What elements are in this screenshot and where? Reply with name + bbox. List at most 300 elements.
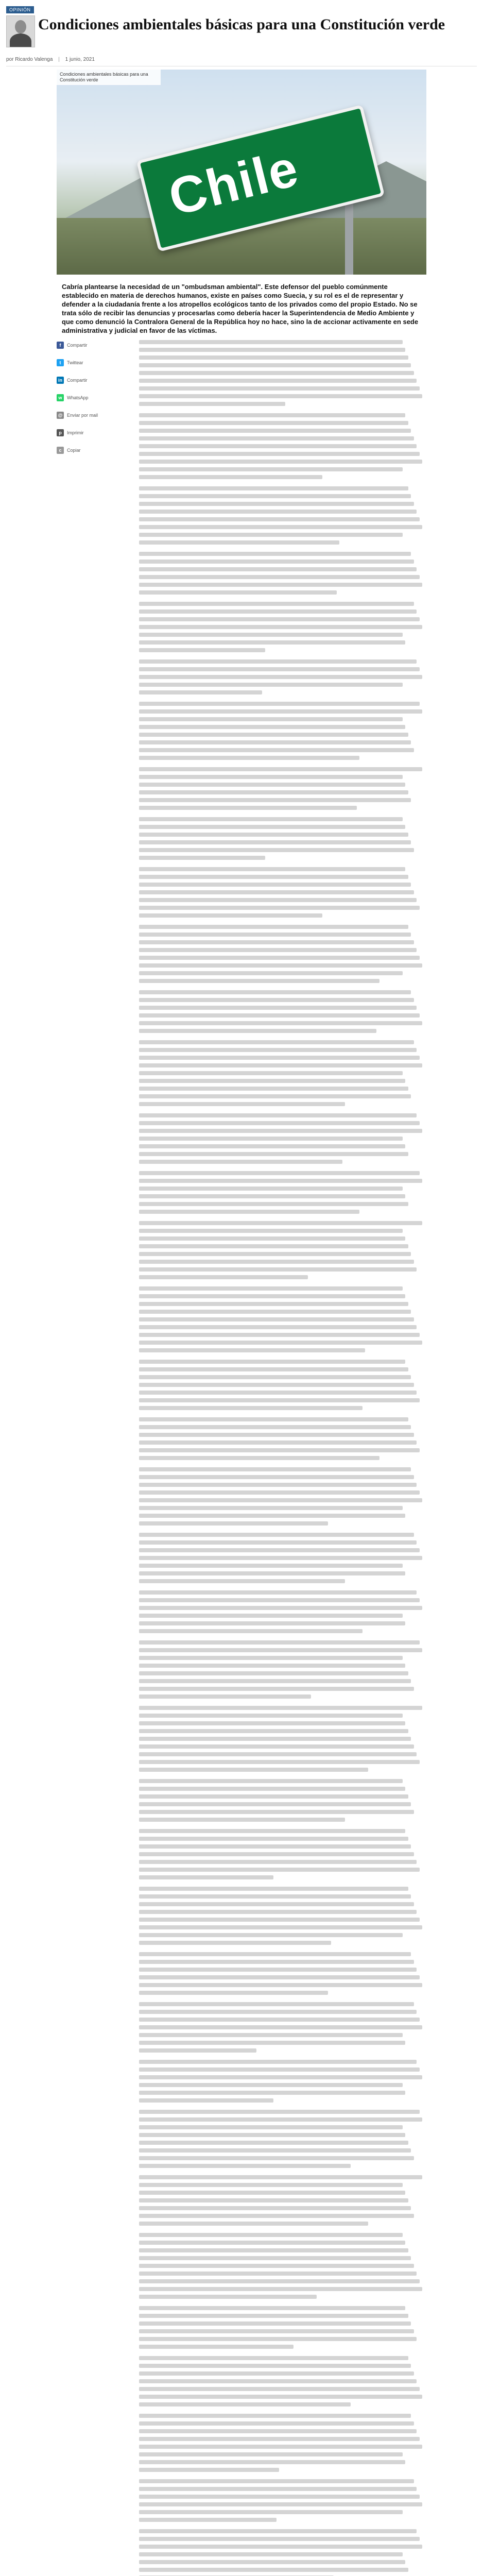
text-line-placeholder — [139, 2272, 417, 2276]
text-line-placeholder — [139, 2445, 422, 2449]
text-line-placeholder — [139, 363, 411, 367]
text-line-placeholder — [139, 890, 414, 894]
text-line-placeholder — [139, 2041, 405, 2045]
text-line-placeholder — [139, 848, 414, 852]
body-paragraph — [139, 1533, 425, 1583]
body-paragraph — [139, 2110, 425, 2168]
body-paragraph — [139, 1590, 425, 1633]
text-line-placeholder — [139, 413, 405, 417]
byline — [6, 57, 95, 62]
text-line-placeholder — [139, 2371, 414, 2376]
section-tag[interactable]: OPINIÓN — [6, 6, 34, 13]
text-line-placeholder — [139, 567, 417, 571]
text-line-placeholder — [139, 533, 403, 537]
text-line-placeholder — [139, 2510, 403, 2514]
text-line-placeholder — [139, 1744, 414, 1749]
text-line-placeholder — [139, 2141, 408, 2145]
text-line-placeholder — [139, 2117, 422, 2122]
text-line-placeholder — [139, 1275, 308, 1279]
body-paragraph — [139, 702, 425, 760]
text-line-placeholder — [139, 2321, 411, 2326]
text-line-placeholder — [139, 1737, 411, 1741]
text-line-placeholder — [139, 2568, 408, 2572]
text-line-placeholder — [139, 2164, 351, 2168]
text-line-placeholder — [139, 1540, 417, 1545]
body-paragraph — [139, 867, 425, 918]
text-line-placeholder — [139, 1875, 273, 1879]
text-line-placeholder — [139, 2545, 422, 2549]
text-line-placeholder — [139, 1975, 420, 1979]
body-paragraph — [139, 1640, 425, 1699]
body-paragraph — [139, 413, 425, 479]
text-line-placeholder — [139, 1810, 414, 1814]
text-line-placeholder — [139, 1267, 417, 1272]
text-line-placeholder — [139, 1918, 420, 1922]
text-line-placeholder — [139, 1852, 414, 1856]
text-line-placeholder — [139, 2279, 420, 2283]
body-paragraph — [139, 2414, 425, 2472]
text-line-placeholder — [139, 1325, 417, 1329]
text-line-placeholder — [139, 1367, 408, 1371]
body-paragraph — [139, 1171, 425, 1214]
body-paragraph — [139, 1113, 425, 1164]
text-line-placeholder — [139, 590, 337, 595]
text-line-placeholder — [139, 990, 411, 994]
text-line-placeholder — [139, 1425, 411, 1429]
text-line-placeholder — [139, 2314, 408, 2318]
text-line-placeholder — [139, 2421, 414, 2426]
text-line-placeholder — [139, 1440, 417, 1445]
text-line-placeholder — [139, 1802, 411, 1806]
text-line-placeholder — [139, 733, 408, 737]
text-line-placeholder — [139, 933, 411, 937]
text-line-placeholder — [139, 2479, 414, 2483]
text-line-placeholder — [139, 1087, 408, 1091]
text-line-placeholder — [139, 790, 408, 794]
text-line-placeholder — [139, 517, 420, 521]
text-line-placeholder — [139, 2387, 420, 2391]
text-line-placeholder — [139, 1629, 363, 1633]
body-paragraph — [139, 340, 425, 406]
text-line-placeholder — [139, 452, 420, 456]
text-line-placeholder — [139, 940, 414, 944]
text-line-placeholder — [139, 379, 417, 383]
text-line-placeholder — [139, 2033, 403, 2037]
text-line-placeholder — [139, 1360, 405, 1364]
text-line-placeholder — [139, 1910, 417, 1914]
text-line-placeholder — [139, 386, 420, 391]
text-line-placeholder — [139, 875, 408, 879]
text-line-placeholder — [139, 1752, 417, 1756]
text-line-placeholder — [139, 2537, 420, 2541]
text-line-placeholder — [139, 429, 411, 433]
text-line-placeholder — [139, 2191, 405, 2195]
text-line-placeholder — [139, 552, 411, 556]
text-line-placeholder — [139, 340, 403, 344]
text-line-placeholder — [139, 856, 265, 860]
text-line-placeholder — [139, 1210, 359, 1214]
text-line-placeholder — [139, 394, 422, 398]
body-paragraph — [139, 925, 425, 983]
body-paragraph — [139, 602, 425, 652]
body-paragraph — [139, 817, 425, 860]
text-line-placeholder — [139, 2264, 414, 2268]
text-line-placeholder — [139, 1286, 403, 1291]
text-line-placeholder — [139, 1129, 422, 1133]
text-line-placeholder — [139, 2010, 417, 2014]
text-line-placeholder — [139, 659, 417, 664]
body-paragraph — [139, 1417, 425, 1460]
text-line-placeholder — [139, 1102, 345, 1106]
text-line-placeholder — [139, 1941, 331, 1945]
text-line-placeholder — [139, 2156, 414, 2160]
text-line-placeholder — [139, 355, 408, 360]
article-title: Condiciones ambientales básicas para una Constitución verde — [38, 16, 445, 33]
text-line-placeholder — [139, 1656, 403, 1660]
text-line-placeholder — [139, 925, 408, 929]
text-line-placeholder — [139, 2198, 408, 2202]
text-line-placeholder — [139, 1475, 414, 1479]
text-line-placeholder — [139, 2233, 403, 2237]
text-line-placeholder — [139, 2552, 403, 2556]
text-line-placeholder — [139, 1294, 405, 1298]
text-line-placeholder — [139, 609, 417, 614]
byline-separator: | — [58, 57, 60, 62]
text-line-placeholder — [139, 467, 403, 471]
text-line-placeholder — [139, 2529, 417, 2533]
text-line-placeholder — [139, 1448, 420, 1452]
body-paragraph — [139, 1040, 425, 1106]
byline-date: 1 junio, 2021 — [65, 57, 95, 62]
text-line-placeholder — [139, 371, 414, 375]
author-photo-body — [10, 33, 31, 47]
text-line-placeholder — [139, 2222, 368, 2226]
text-line-placeholder — [139, 540, 339, 545]
text-line-placeholder — [139, 602, 414, 606]
text-line-placeholder — [139, 575, 420, 579]
text-line-placeholder — [139, 2002, 414, 2006]
body-paragraph — [139, 1706, 425, 1772]
text-line-placeholder — [139, 583, 422, 587]
text-line-placeholder — [139, 1229, 403, 1233]
text-line-placeholder — [139, 1348, 365, 1352]
text-line-placeholder — [139, 1671, 408, 1675]
text-line-placeholder — [139, 1614, 403, 1618]
text-line-placeholder — [139, 1514, 405, 1518]
text-line-placeholder — [139, 1579, 345, 1583]
share-print-button[interactable] — [57, 428, 103, 438]
text-line-placeholder — [139, 2125, 403, 2129]
text-line-placeholder — [139, 683, 403, 687]
text-line-placeholder — [139, 2241, 405, 2245]
text-line-placeholder — [139, 648, 265, 652]
text-line-placeholder — [139, 1760, 420, 1764]
article-lede: Cabría plantearse la necesidad de un "ombudsman ambiental". Este defensor del pueblo comúnmente establecido en materia de derechos humanos, existe en países como Suecia, y su rol es el de representar y defender a la ciudadanía frente a los atropellos ecológicos tanto de los privados como del propio Estado. No se trata sólo de recibir las denuncias y procesarlas como debería hacer la Superintendencia de Medio Ambiente y que como denunció la Contralora General de la República hoy no hace, sino la de accionar activamente en sede administrativa y judicial en favor de las víctimas. — [62, 283, 419, 334]
text-line-placeholder — [139, 1260, 414, 1264]
text-line-placeholder — [139, 1006, 417, 1010]
text-line-placeholder — [139, 1048, 417, 1052]
top-bar — [0, 0, 483, 5]
text-line-placeholder — [139, 1310, 411, 1314]
body-paragraph — [139, 2060, 425, 2103]
text-line-placeholder — [139, 956, 420, 960]
text-line-placeholder — [139, 1144, 405, 1148]
text-line-placeholder — [139, 2018, 420, 2022]
text-line-placeholder — [139, 2460, 405, 2464]
text-line-placeholder — [139, 1729, 408, 1733]
text-line-placeholder — [139, 840, 411, 844]
text-line-placeholder — [139, 1490, 420, 1495]
text-line-placeholder — [139, 402, 285, 406]
text-line-placeholder — [139, 1021, 422, 1025]
text-line-placeholder — [139, 633, 403, 637]
body-paragraph — [139, 2233, 425, 2299]
text-line-placeholder — [139, 2395, 422, 2399]
text-line-placeholder — [139, 2248, 408, 2252]
text-line-placeholder — [139, 1171, 420, 1175]
text-line-placeholder — [139, 1013, 420, 1018]
share-whatsapp-button[interactable] — [57, 393, 103, 403]
share-label: Enviar por mail — [67, 413, 98, 418]
text-line-placeholder — [139, 2148, 411, 2153]
text-line-placeholder — [139, 2345, 294, 2349]
text-line-placeholder — [139, 421, 408, 425]
text-line-placeholder — [139, 748, 414, 752]
text-line-placeholder — [139, 2075, 422, 2079]
text-line-placeholder — [139, 725, 405, 729]
text-line-placeholder — [139, 675, 422, 679]
text-line-placeholder — [139, 1152, 408, 1156]
text-line-placeholder — [139, 1467, 411, 1471]
text-line-placeholder — [139, 2437, 420, 2441]
text-line-placeholder — [139, 2356, 408, 2360]
text-line-placeholder — [139, 2468, 279, 2472]
text-line-placeholder — [139, 617, 420, 621]
text-line-placeholder — [139, 2337, 417, 2341]
text-line-placeholder — [139, 1925, 422, 1929]
text-line-placeholder — [139, 1302, 408, 1306]
text-line-placeholder — [139, 1221, 422, 1225]
whatsapp-icon: w — [57, 394, 64, 401]
text-line-placeholder — [139, 1236, 405, 1241]
text-line-placeholder — [139, 1648, 422, 1652]
text-line-placeholder — [139, 1794, 408, 1799]
text-line-placeholder — [139, 717, 403, 721]
hero-sign-text: Chile — [163, 139, 304, 227]
text-line-placeholder — [139, 971, 403, 975]
author-photo — [6, 15, 35, 47]
body-paragraph — [139, 2356, 425, 2406]
text-line-placeholder — [139, 1860, 417, 1864]
text-line-placeholder — [139, 740, 411, 744]
text-line-placeholder — [139, 1844, 411, 1849]
text-line-placeholder — [139, 1952, 411, 1956]
text-line-placeholder — [139, 998, 414, 1002]
text-line-placeholder — [139, 640, 405, 645]
text-line-placeholder — [139, 1433, 414, 1437]
text-line-placeholder — [139, 1894, 411, 1899]
text-line-placeholder — [139, 979, 380, 983]
text-line-placeholder — [139, 1606, 422, 1610]
text-line-placeholder — [139, 2067, 420, 2072]
body-paragraph — [139, 1952, 425, 1995]
hero-caption: Condiciones ambientales básicas para una Constitución verde — [57, 70, 161, 85]
text-line-placeholder — [139, 963, 422, 968]
body-paragraph — [139, 1467, 425, 1526]
body-paragraph — [139, 767, 425, 810]
share-sidebar — [57, 340, 103, 463]
author-photo-head — [15, 20, 26, 33]
text-line-placeholder — [139, 1187, 403, 1191]
email-icon: @ — [57, 412, 64, 419]
text-line-placeholder — [139, 1779, 403, 1783]
share-linkedin-button[interactable] — [57, 375, 103, 385]
facebook-icon: f — [57, 342, 64, 349]
text-line-placeholder — [139, 767, 422, 771]
body-paragraph — [139, 1286, 425, 1352]
text-line-placeholder — [139, 1564, 403, 1568]
text-line-placeholder — [139, 2306, 405, 2310]
body-paragraph — [139, 990, 425, 1033]
text-line-placeholder — [139, 2452, 403, 2456]
body-paragraph — [139, 2479, 425, 2522]
text-line-placeholder — [139, 1341, 422, 1345]
text-line-placeholder — [139, 2083, 403, 2087]
text-line-placeholder — [139, 883, 411, 887]
body-paragraph — [139, 2529, 425, 2576]
text-line-placeholder — [139, 806, 357, 810]
text-line-placeholder — [139, 1960, 414, 1964]
text-line-placeholder — [139, 1398, 420, 1402]
text-line-placeholder — [139, 1252, 411, 1256]
text-line-placeholder — [139, 1417, 408, 1421]
share-label: Twittear — [67, 360, 83, 365]
text-line-placeholder — [139, 1194, 405, 1198]
text-line-placeholder — [139, 1040, 414, 1044]
text-line-placeholder — [139, 913, 322, 918]
text-line-placeholder — [139, 1590, 417, 1595]
text-line-placeholder — [139, 1721, 405, 1725]
text-line-placeholder — [139, 1706, 422, 1710]
text-line-placeholder — [139, 1071, 403, 1075]
body-paragraph — [139, 2002, 425, 2053]
body-paragraph — [139, 659, 425, 694]
text-line-placeholder — [139, 1202, 408, 1206]
text-line-placeholder — [139, 1640, 420, 1645]
text-line-placeholder — [139, 867, 405, 871]
body-paragraph — [139, 486, 425, 545]
text-line-placeholder — [139, 1113, 417, 1117]
text-line-placeholder — [139, 2329, 414, 2333]
text-line-placeholder — [139, 2379, 417, 2383]
text-line-placeholder — [139, 1079, 405, 1083]
hero-image — [57, 70, 426, 275]
share-label: WhatsApp — [67, 395, 89, 400]
text-line-placeholder — [139, 1521, 328, 1526]
share-label: Copiar — [67, 448, 81, 453]
text-line-placeholder — [139, 1317, 414, 1321]
text-line-placeholder — [139, 1056, 420, 1060]
text-line-placeholder — [139, 1714, 403, 1718]
text-line-placeholder — [139, 1598, 420, 1602]
text-line-placeholder — [139, 2256, 411, 2260]
text-line-placeholder — [139, 2025, 422, 2029]
text-line-placeholder — [139, 2091, 405, 2095]
text-line-placeholder — [139, 1094, 411, 1098]
text-line-placeholder — [139, 1375, 411, 1379]
text-line-placeholder — [139, 502, 414, 506]
text-line-placeholder — [139, 1506, 403, 1510]
text-line-placeholder — [139, 1933, 403, 1937]
body-paragraph — [139, 1887, 425, 1945]
text-line-placeholder — [139, 510, 417, 514]
share-copy-button[interactable] — [57, 445, 103, 455]
text-line-placeholder — [139, 825, 405, 829]
text-line-placeholder — [139, 1121, 420, 1125]
text-line-placeholder — [139, 1498, 422, 1502]
text-line-placeholder — [139, 348, 405, 352]
text-line-placeholder — [139, 2183, 403, 2187]
share-label: Compartir — [67, 343, 88, 348]
copy-icon: c — [57, 447, 64, 454]
body-paragraph — [139, 2175, 425, 2226]
body-paragraph — [139, 1221, 425, 1279]
linkedin-icon: in — [57, 377, 64, 384]
text-line-placeholder — [139, 833, 408, 837]
hero-sign-post — [345, 198, 353, 275]
text-line-placeholder — [139, 1456, 380, 1460]
text-line-placeholder — [139, 2495, 420, 2499]
text-line-placeholder — [139, 702, 420, 706]
text-line-placeholder — [139, 2175, 422, 2179]
text-line-placeholder — [139, 1383, 414, 1387]
share-email-button[interactable] — [57, 410, 103, 420]
text-line-placeholder — [139, 709, 422, 714]
print-icon: p — [57, 429, 64, 436]
text-line-placeholder — [139, 436, 414, 440]
text-line-placeholder — [139, 1063, 422, 1067]
text-line-placeholder — [139, 2502, 422, 2506]
text-line-placeholder — [139, 1244, 408, 1248]
text-line-placeholder — [139, 2414, 411, 2418]
text-line-placeholder — [139, 2098, 273, 2103]
text-line-placeholder — [139, 775, 403, 779]
text-line-placeholder — [139, 486, 408, 490]
text-line-placeholder — [139, 1571, 405, 1575]
text-line-placeholder — [139, 460, 422, 464]
article-body — [139, 340, 425, 2576]
text-line-placeholder — [139, 2048, 256, 2053]
text-line-placeholder — [139, 1887, 408, 1891]
text-line-placeholder — [139, 494, 411, 498]
share-twitter-button[interactable] — [57, 358, 103, 368]
text-line-placeholder — [139, 1621, 405, 1625]
byline-author[interactable]: por Ricardo Valenga — [6, 57, 53, 62]
text-line-placeholder — [139, 560, 414, 564]
share-label: Imprimir — [67, 430, 84, 435]
body-paragraph — [139, 552, 425, 595]
text-line-placeholder — [139, 1664, 405, 1668]
text-line-placeholder — [139, 2560, 405, 2564]
body-paragraph — [139, 1360, 425, 1410]
text-line-placeholder — [139, 1694, 311, 1699]
share-facebook-button[interactable] — [57, 340, 103, 350]
text-line-placeholder — [139, 2364, 411, 2368]
body-paragraph — [139, 2306, 425, 2349]
text-line-placeholder — [139, 475, 322, 479]
text-line-placeholder — [139, 2110, 420, 2114]
text-line-placeholder — [139, 625, 422, 629]
